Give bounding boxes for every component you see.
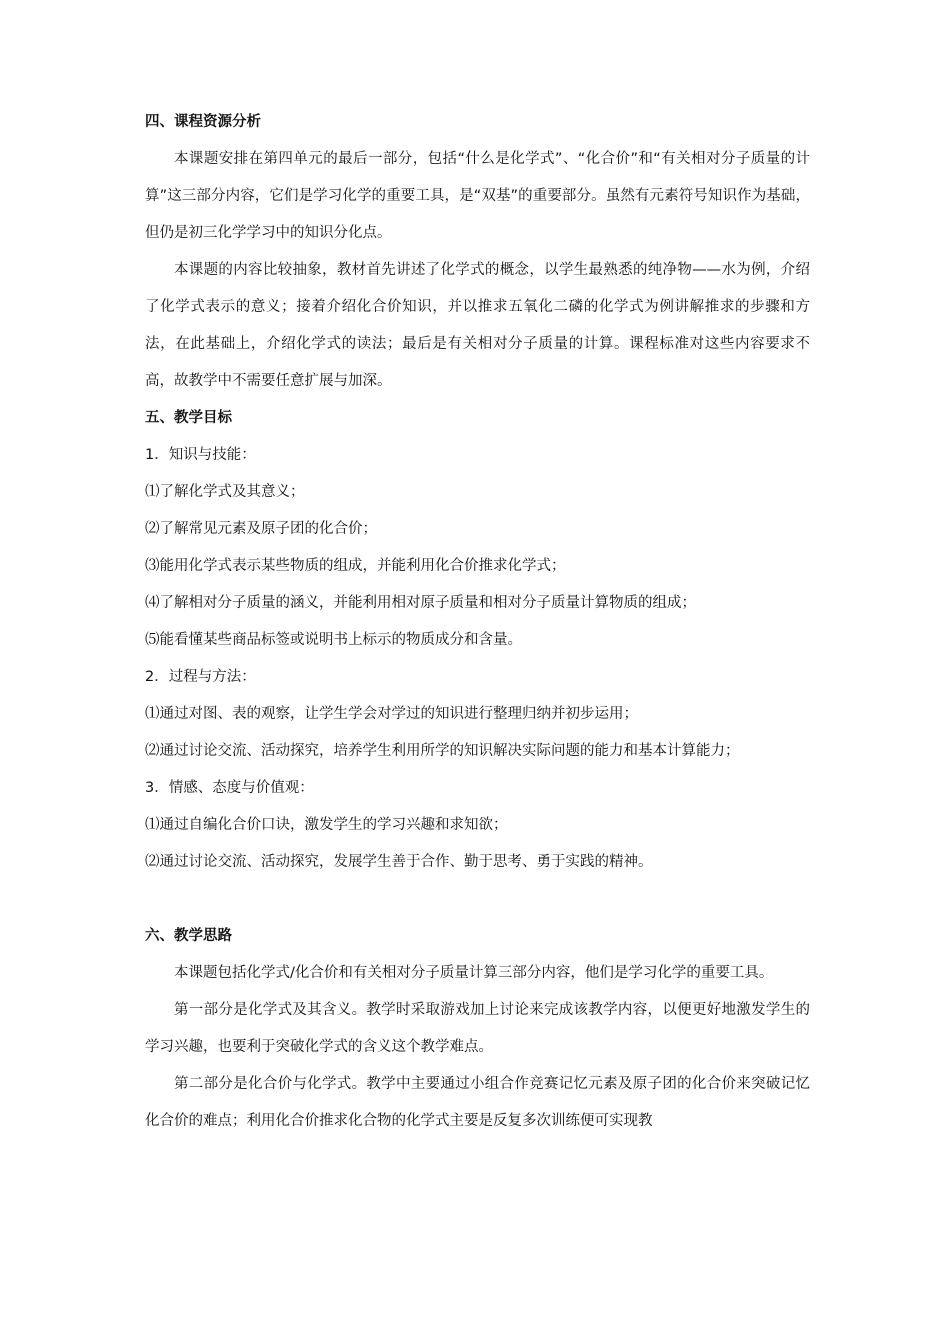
goal-item: ⑶能用化学式表示某些物质的组成，并能利用化合价推求化学式； [145,558,566,574]
goal-group-title-attitude: 3．情感、态度与价值观： [145,780,314,796]
paragraph-approach-part-one: 第一部分是化学式及其含义。教学时采取游戏加上讨论来完成该教学内容，以便更好地激发学生的学习兴趣，也要利于突破化学式的含义这个教学难点。 [145,1002,810,1055]
paragraph-approach-part-two: 第二部分是化合价与化学式。教学中主要通过小组合作竞赛记忆元素及原子团的化合价来突破记忆化合价的难点；利用化合价推求化合物的化学式主要是反复多次训练便可实现教 [145,1076,810,1129]
paragraph-resource-arrangement: 本课题安排在第四单元的最后一部分，包括“什么是化学式”、“化合价”和“有关相对分子质量的计算”这三部分内容，它们是学习化学的重要工具，是“双基”的重要部分。虽然有元素符号知识作为基础，但仍是初三化学学习中的知识分化点。 [145,151,810,241]
goal-item: ⑷了解相对分子质量的涵义，并能利用相对原子质量和相对分子质量计算物质的组成； [145,595,696,611]
goal-item: ⑸能看懂某些商品标签或说明书上标示的物质成分和含量。 [145,632,522,648]
paragraph-approach-overview: 本课题包括化学式/化合价和有关相对分子质量计算三部分内容，他们是学习化学的重要工具。 [174,965,774,981]
paragraph-resource-content: 本课题的内容比较抽象，教材首先讲述了化学式的概念，以学生最熟悉的纯净物——水为例，介绍了化学式表示的意义；接着介绍化合价知识，并以推求五氧化二磷的化学式为例讲解推求的步骤和方法，在此基础上，介绍化学式的读法；最后是有关相对分子质量的计算。课程标准对这些内容要求不高，故教学中不需要任意扩展与加深。 [145,262,810,389]
goal-item: ⑴通过对图、表的观察，让学生学会对学过的知识进行整理归纳并初步运用； [145,706,638,722]
goal-item: ⑵通过讨论交流、活动探究，培养学生利用所学的知识解决实际问题的能力和基本计算能力； [145,743,740,759]
section-heading-resource-analysis: 四、课程资源分析 [145,114,261,130]
section-heading-teaching-approach: 六、教学思路 [145,928,232,944]
goal-group-title-knowledge: 1．知识与技能： [145,447,256,463]
goal-item: ⑵通过讨论交流、活动探究，发展学生善于合作、勤于思考、勇于实践的精神。 [145,854,653,870]
blank-line [145,881,810,918]
goal-item: ⑵了解常见元素及原子团的化合价； [145,521,377,537]
document-body [145,104,810,1140]
goal-item: ⑴了解化学式及其意义； [145,484,305,500]
goal-group-title-process: 2．过程与方法： [145,669,256,685]
goal-item: ⑴通过自编化合价口诀，激发学生的学习兴趣和求知欲； [145,817,508,833]
section-heading-teaching-goals: 五、教学目标 [145,410,232,426]
